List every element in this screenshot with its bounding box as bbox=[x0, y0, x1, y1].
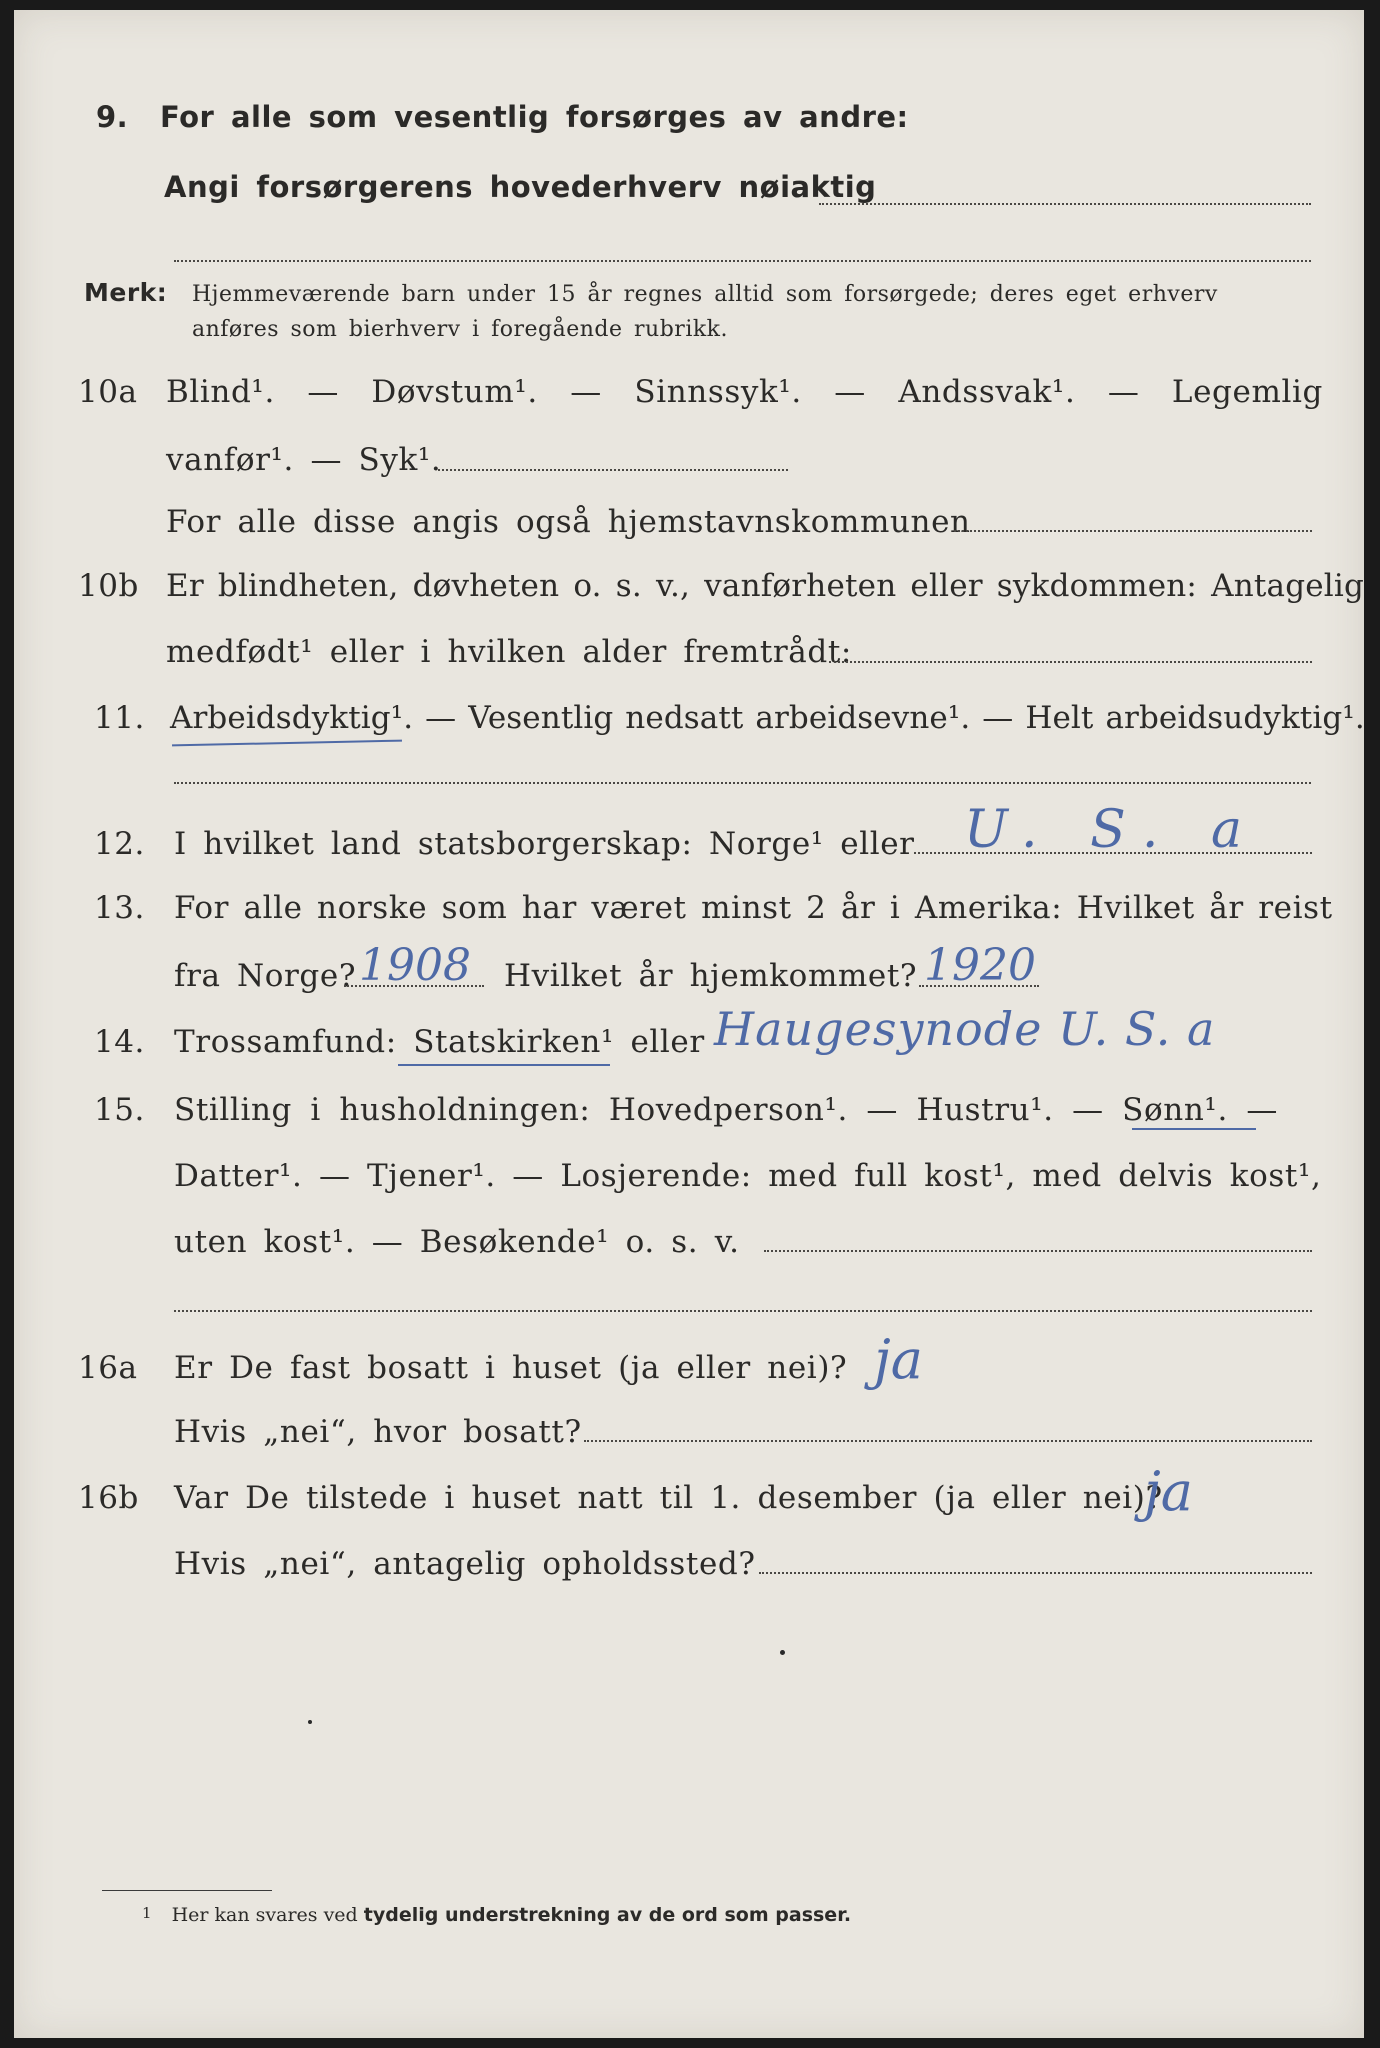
question-text: Var De tilstede i huset natt til 1. desember (ja eller nei)? bbox=[174, 1480, 1163, 1516]
handwritten-answer: Haugesynode U. S. a bbox=[714, 1002, 1216, 1056]
note-text: Hjemmeværende barn under 15 år regnes alltid som forsørgede; deres eget erhverv bbox=[192, 282, 1218, 307]
question-number: 15. bbox=[94, 1092, 145, 1128]
answer-line[interactable] bbox=[819, 203, 1311, 205]
question-text: Blind¹. — Døvstum¹. — Sinnssyk¹. — Andssvak¹. — Legemlig bbox=[166, 374, 1323, 410]
question-text: Hvis „nei“, hvor bosatt? bbox=[174, 1414, 582, 1450]
question-text: Hvilket år hjemkommet? bbox=[504, 958, 918, 994]
question-text: Hvis „nei“, antagelig opholdssted? bbox=[174, 1546, 756, 1582]
handwritten-answer: U. S. a bbox=[964, 800, 1260, 860]
answer-line[interactable] bbox=[174, 1310, 1312, 1312]
paper-speck bbox=[780, 1650, 785, 1655]
paper-speck bbox=[308, 1720, 312, 1724]
question-text: medfødt¹ eller i hvilken alder fremtrådt: bbox=[166, 634, 852, 670]
question-number: 9. bbox=[96, 100, 129, 134]
answer-line[interactable] bbox=[344, 985, 484, 987]
note-text: anføres som bierhverv i foregående rubrikk. bbox=[192, 317, 729, 342]
question-text: Er blindheten, døvheten o. s. v., vanførheten eller sykdommen: Antagelig bbox=[166, 568, 1365, 604]
answer-line[interactable] bbox=[174, 260, 1311, 262]
question-text: For alle disse angis også hjemstavnskommunen bbox=[166, 504, 971, 540]
answer-line[interactable] bbox=[764, 1250, 1312, 1252]
footnote-text-bold: tydelig understrekning av de ord som passer. bbox=[363, 1904, 852, 1926]
question-text: uten kost¹. — Besøkende¹ o. s. v. bbox=[174, 1224, 740, 1260]
answer-line[interactable] bbox=[954, 530, 1312, 532]
question-text: Er De fast bosatt i huset (ja eller nei)? bbox=[174, 1350, 848, 1386]
answer-line[interactable] bbox=[919, 985, 1039, 987]
answer-line[interactable] bbox=[174, 782, 1311, 784]
question-number: 11. bbox=[94, 700, 145, 736]
question-number: 10b bbox=[78, 568, 139, 604]
footnote bbox=[142, 1904, 851, 1926]
handwritten-answer: 1920 bbox=[924, 940, 1036, 991]
census-form-page bbox=[14, 10, 1364, 2038]
footnote-rule bbox=[102, 1890, 272, 1891]
answer-line[interactable] bbox=[759, 1572, 1312, 1574]
question-number: 16a bbox=[78, 1350, 138, 1386]
question-number: 12. bbox=[94, 826, 145, 862]
question-text: Datter¹. — Tjener¹. — Losjerende: med full kost¹, med delvis kost¹, bbox=[174, 1158, 1322, 1194]
question-number: 14. bbox=[94, 1024, 145, 1060]
question-text: Arbeidsdyktig¹. — Vesentlig nedsatt arbeidsevne¹. — Helt arbeidsudyktig¹. bbox=[170, 700, 1365, 736]
note-label: Merk: bbox=[84, 278, 168, 307]
question-number: 13. bbox=[94, 890, 145, 926]
handwritten-answer: ja bbox=[874, 1328, 923, 1391]
question-text: For alle som vesentlig forsørges av andre: bbox=[160, 100, 909, 134]
question-text: vanfør¹. — Syk¹. bbox=[166, 442, 442, 478]
answer-line[interactable] bbox=[438, 469, 788, 471]
question-text: Trossamfund: Statskirken¹ eller bbox=[174, 1024, 705, 1060]
answer-line[interactable] bbox=[829, 661, 1312, 663]
question-text: fra Norge? bbox=[174, 958, 357, 994]
question-text: I hvilket land statsborgerskap: Norge¹ eller bbox=[174, 826, 915, 862]
handwritten-underline bbox=[398, 1064, 610, 1066]
question-text: For alle norske som har været minst 2 år i Amerika: Hvilket år reist bbox=[174, 890, 1333, 926]
question-number: 16b bbox=[78, 1480, 139, 1516]
question-text: Angi forsørgerens hovederhverv nøiaktig bbox=[164, 170, 877, 204]
handwritten-underline bbox=[1132, 1128, 1256, 1130]
handwritten-answer: 1908 bbox=[359, 940, 471, 991]
answer-line[interactable] bbox=[584, 1440, 1312, 1442]
handwritten-answer: ja bbox=[1144, 1460, 1193, 1523]
question-number: 10a bbox=[78, 374, 138, 410]
footnote-text-plain: Her kan svares ved bbox=[171, 1904, 364, 1926]
handwritten-underline bbox=[172, 740, 402, 747]
footnote-marker: 1 bbox=[142, 1904, 152, 1922]
question-text: Stilling i husholdningen: Hovedperson¹. — Hustru¹. — Sønn¹. — bbox=[174, 1092, 1278, 1128]
